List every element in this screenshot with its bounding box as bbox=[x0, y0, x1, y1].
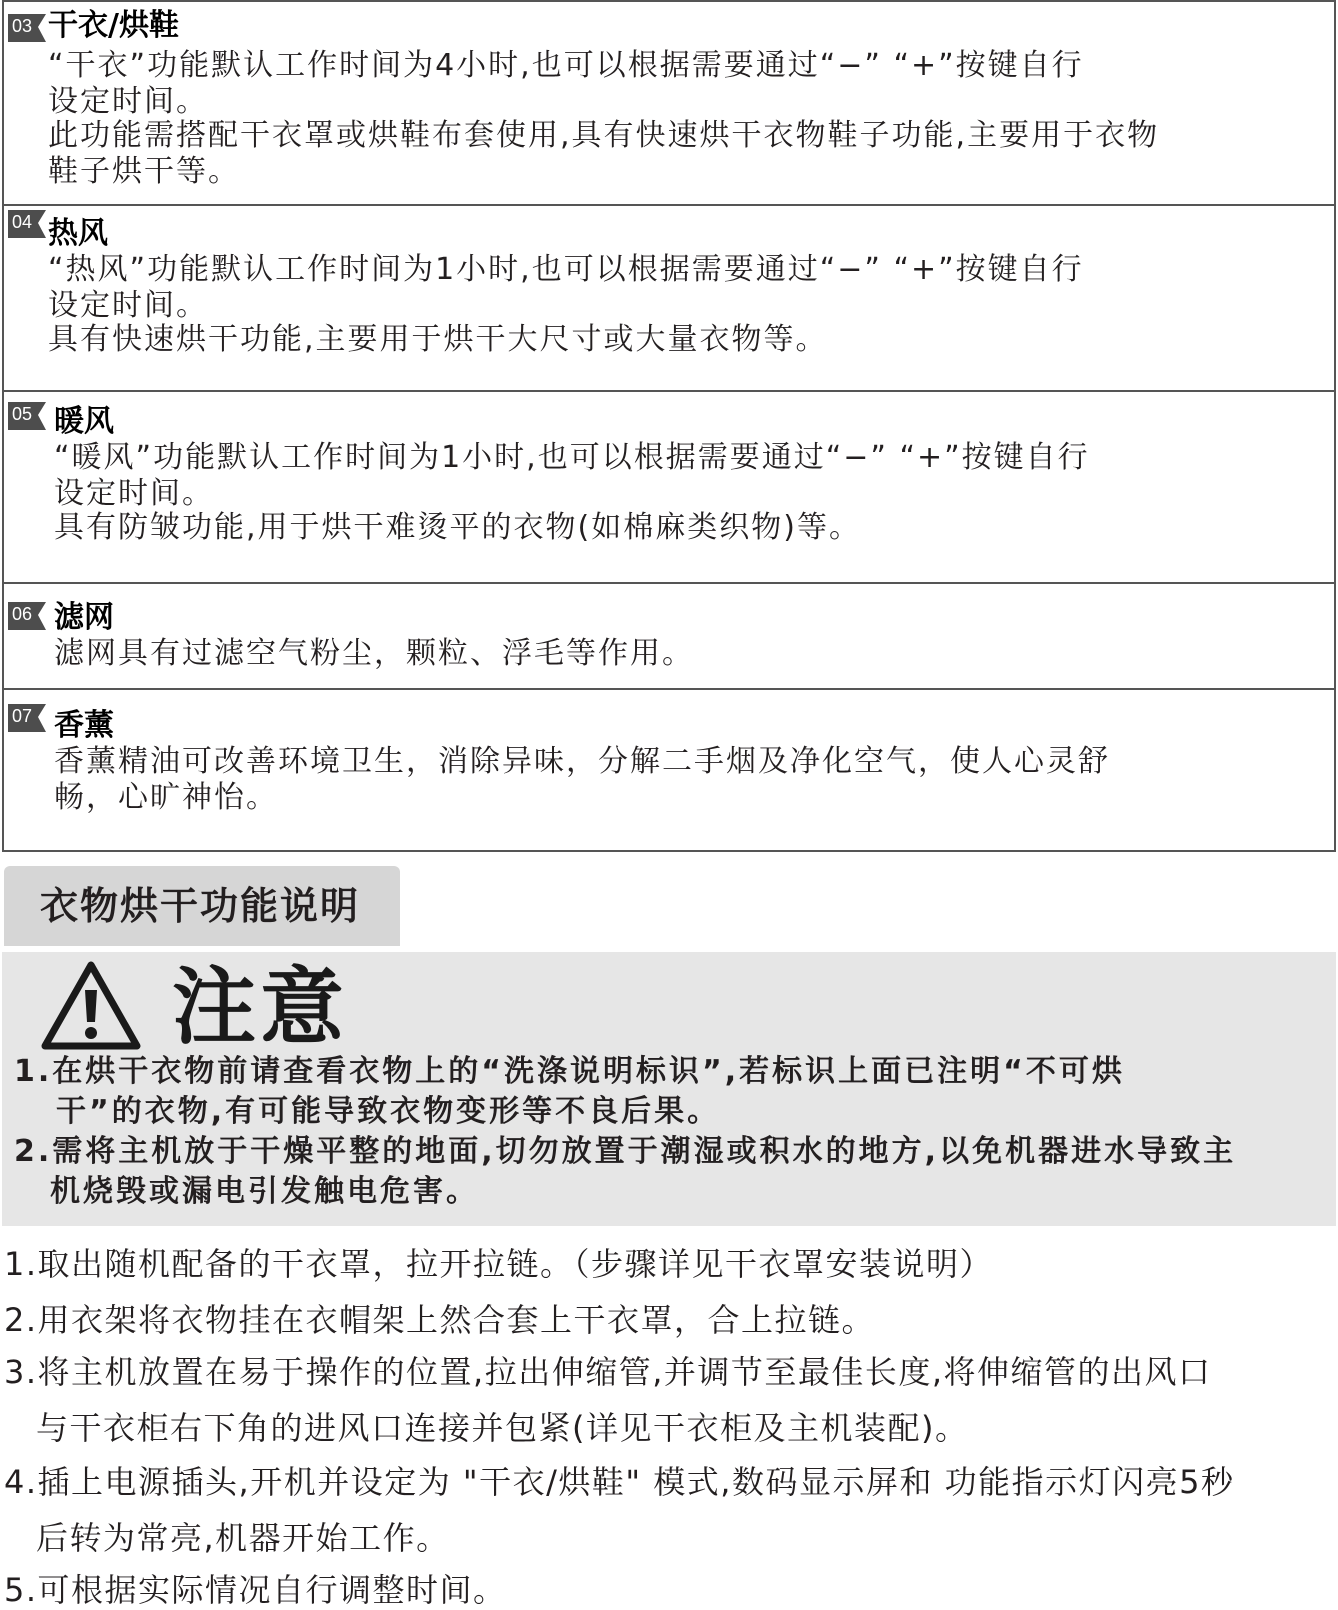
step-4: 4.插上电源插头,开机并设定为 "干衣/烘鞋" 模式,数码显示屏和 功能指示灯闪亮5秒 bbox=[4, 1463, 1235, 1501]
number-badge bbox=[8, 402, 46, 430]
caution-line: 机烧毁或漏电引发触电危害。 bbox=[50, 1174, 479, 1209]
feature-box-hot-air bbox=[2, 204, 1336, 392]
feature-desc-line: 设定时间。 bbox=[54, 476, 214, 511]
caution-line: 1.在烘干衣物前请查看衣物上的“洗涤说明标识”,若标识上面已注明“不可烘 bbox=[14, 1054, 1125, 1089]
number-badge bbox=[8, 704, 46, 732]
feature-title: 滤网 bbox=[54, 600, 114, 635]
step-3: 3.将主机放置在易于操作的位置,拉出伸缩管,并调节至最佳长度,将伸缩管的出风口 bbox=[4, 1353, 1212, 1391]
section-title: 衣物烘干功能说明 bbox=[40, 884, 361, 928]
caution-line: 干”的衣物,有可能导致衣物变形等不良后果。 bbox=[56, 1094, 721, 1129]
caution-line: 2.需将主机放于干燥平整的地面,切勿放置于潮湿或积水的地方,以免机器进水导致主 bbox=[14, 1134, 1237, 1169]
feature-desc-line: 滤网具有过滤空气粉尘，颗粒、浮毛等作用。 bbox=[54, 636, 694, 671]
feature-desc-line: 具有快速烘干功能,主要用于烘干大尺寸或大量衣物等。 bbox=[48, 322, 828, 357]
feature-number: 05 bbox=[12, 404, 33, 424]
feature-desc-line: 鞋子烘干等。 bbox=[48, 154, 240, 189]
caution-title: 注意 bbox=[172, 958, 349, 1056]
feature-desc-line: “干衣”功能默认工作时间为4小时,也可以根据需要通过“−” “+”按键自行 bbox=[48, 48, 1084, 83]
feature-desc-line: 设定时间。 bbox=[48, 84, 208, 119]
feature-title: 热风 bbox=[48, 216, 108, 251]
feature-desc-line: 香薰精油可改善环境卫生，消除异味，分解二手烟及净化空气，使人心灵舒 bbox=[54, 744, 1110, 779]
feature-number: 03 bbox=[12, 16, 33, 36]
feature-number: 07 bbox=[12, 706, 33, 726]
caution-panel bbox=[2, 952, 1336, 1226]
feature-box-filter bbox=[2, 582, 1336, 690]
feature-title: 暖风 bbox=[54, 404, 114, 439]
feature-number: 04 bbox=[12, 212, 33, 232]
feature-desc-line: 此功能需搭配干衣罩或烘鞋布套使用,具有快速烘干衣物鞋子功能,主要用于衣物 bbox=[48, 118, 1160, 153]
feature-desc-line: 畅，心旷神怡。 bbox=[54, 780, 278, 815]
warning-triangle-icon bbox=[40, 960, 142, 1052]
step-3-continued: 与干衣柜右下角的进风口连接并包紧(详见干衣柜及主机装配)。 bbox=[36, 1409, 969, 1447]
feature-desc-line: 设定时间。 bbox=[48, 288, 208, 323]
feature-number: 06 bbox=[12, 604, 33, 624]
feature-box-dry-clothes bbox=[2, 0, 1336, 206]
step-5: 5.可根据实际情况自行调整时间。 bbox=[4, 1571, 507, 1609]
feature-title: 香薰 bbox=[54, 708, 114, 743]
step-1: 1.取出随机配备的干衣罩，拉开拉链。（步骤详见干衣罩安装说明） bbox=[4, 1245, 994, 1283]
number-badge bbox=[8, 210, 46, 238]
feature-desc-line: “热风”功能默认工作时间为1小时,也可以根据需要通过“−” “+”按键自行 bbox=[48, 252, 1084, 287]
section-header bbox=[4, 866, 400, 946]
step-4-continued: 后转为常亮,机器开始工作。 bbox=[36, 1519, 450, 1557]
feature-title: 干衣/烘鞋 bbox=[48, 8, 179, 43]
feature-box-warm-air bbox=[2, 390, 1336, 584]
number-badge bbox=[8, 14, 46, 42]
feature-desc-line: 具有防皱功能,用于烘干难烫平的衣物(如棉麻类织物)等。 bbox=[54, 510, 861, 545]
feature-desc-line: “暖风”功能默认工作时间为1小时,也可以根据需要通过“−” “+”按键自行 bbox=[54, 440, 1090, 475]
feature-box-aroma bbox=[2, 688, 1336, 852]
step-2: 2.用衣架将衣物挂在衣帽架上然合套上干衣罩，合上拉链。 bbox=[4, 1301, 876, 1339]
number-badge bbox=[8, 602, 46, 630]
